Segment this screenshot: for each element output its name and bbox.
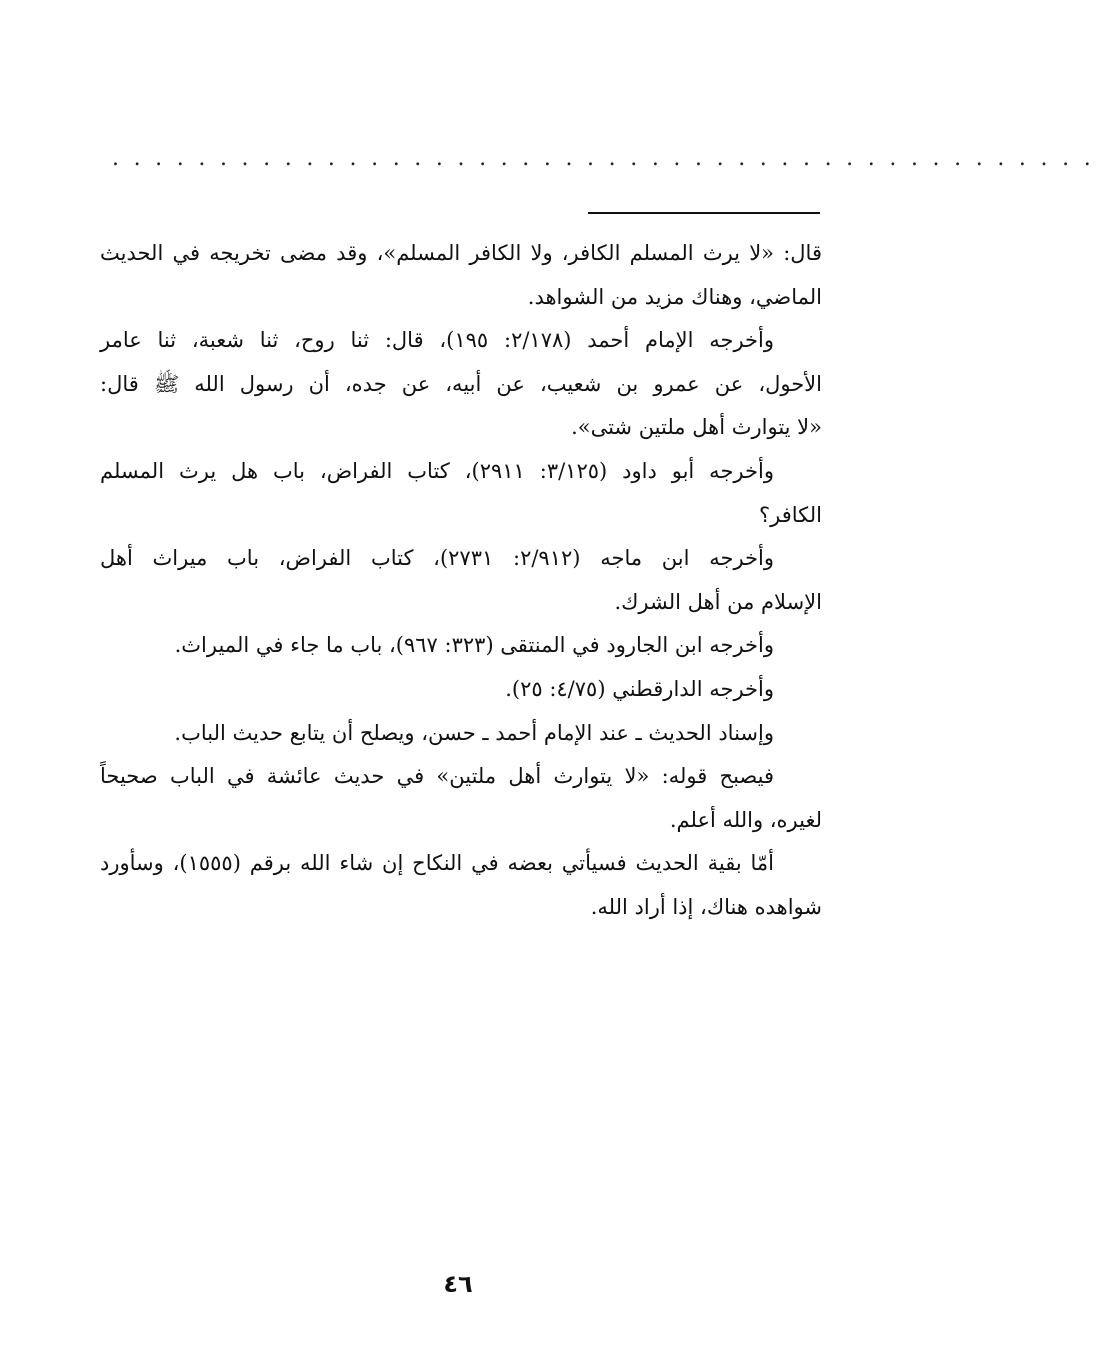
text-line: لغيره، والله أعلم. <box>669 807 822 832</box>
page-number: ٤٦ <box>443 1270 473 1298</box>
text-line: وأخرجه ابن ماجه (٢/٩١٢: ٢٧٣١)، كتاب الفراض، باب ميراث أهل <box>100 546 774 571</box>
text-line: الكافر؟ <box>759 502 822 527</box>
text-line: شواهده هناك، إذا أراد الله. <box>590 894 822 919</box>
text-line: الأحول، عن عمرو بن شعيب، عن أبيه، عن جده، أن رسول الله ﷺ قال: <box>100 371 822 396</box>
paragraph <box>100 319 822 450</box>
paragraph <box>100 755 822 842</box>
text-line: فيصبح قوله: «لا يتوارث أهل ملتين» في حديث عائشة في الباب صحيحاً <box>100 764 774 789</box>
paragraph <box>100 712 822 756</box>
text-line: الإسلام من أهل الشرك. <box>614 589 822 614</box>
footnote-text <box>100 232 822 930</box>
text-line: قال: «لا يرث المسلم الكافر، ولا الكافر المسلم»، وقد مضى تخريجه في الحديث <box>100 241 822 265</box>
paragraph <box>100 537 822 624</box>
paragraph <box>100 232 822 319</box>
text-line: أمّا بقية الحديث فسيأتي بعضه في النكاح إن شاء الله برقم (١٥٥٥)، وسأورد <box>100 851 774 876</box>
paragraph <box>100 624 822 668</box>
text-line: وأخرجه أبو داود (٣/١٢٥: ٢٩١١)، كتاب الفراض، باب هل يرث المسلم <box>100 458 774 483</box>
text-line: وأخرجه الدارقطني (٤/٧٥: ٢٥). <box>505 676 774 701</box>
paragraph <box>100 842 822 929</box>
text-line: وأخرجه ابن الجارود في المنتقى (٣٢٣: ٩٦٧)، باب ما جاء في الميراث. <box>174 633 774 658</box>
paragraph <box>100 668 822 712</box>
footnote-rule <box>588 212 820 214</box>
text-line: «لا يتوارث أهل ملتين شتى». <box>571 415 822 440</box>
text-line: الماضي، وهناك مزيد من الشواهد. <box>527 284 822 309</box>
paragraph <box>100 450 822 537</box>
text-line: وإسناد الحديث ـ عند الإمام أحمد ـ حسن، ويصلح أن يتابع حديث الباب. <box>174 720 774 745</box>
text-line: وأخرجه الإمام أحمد (٢/١٧٨: ١٩٥)، قال: ثنا روح، ثنا شعبة، ثنا عامر <box>100 328 774 353</box>
separator-dots: .............................................. <box>112 146 1105 171</box>
